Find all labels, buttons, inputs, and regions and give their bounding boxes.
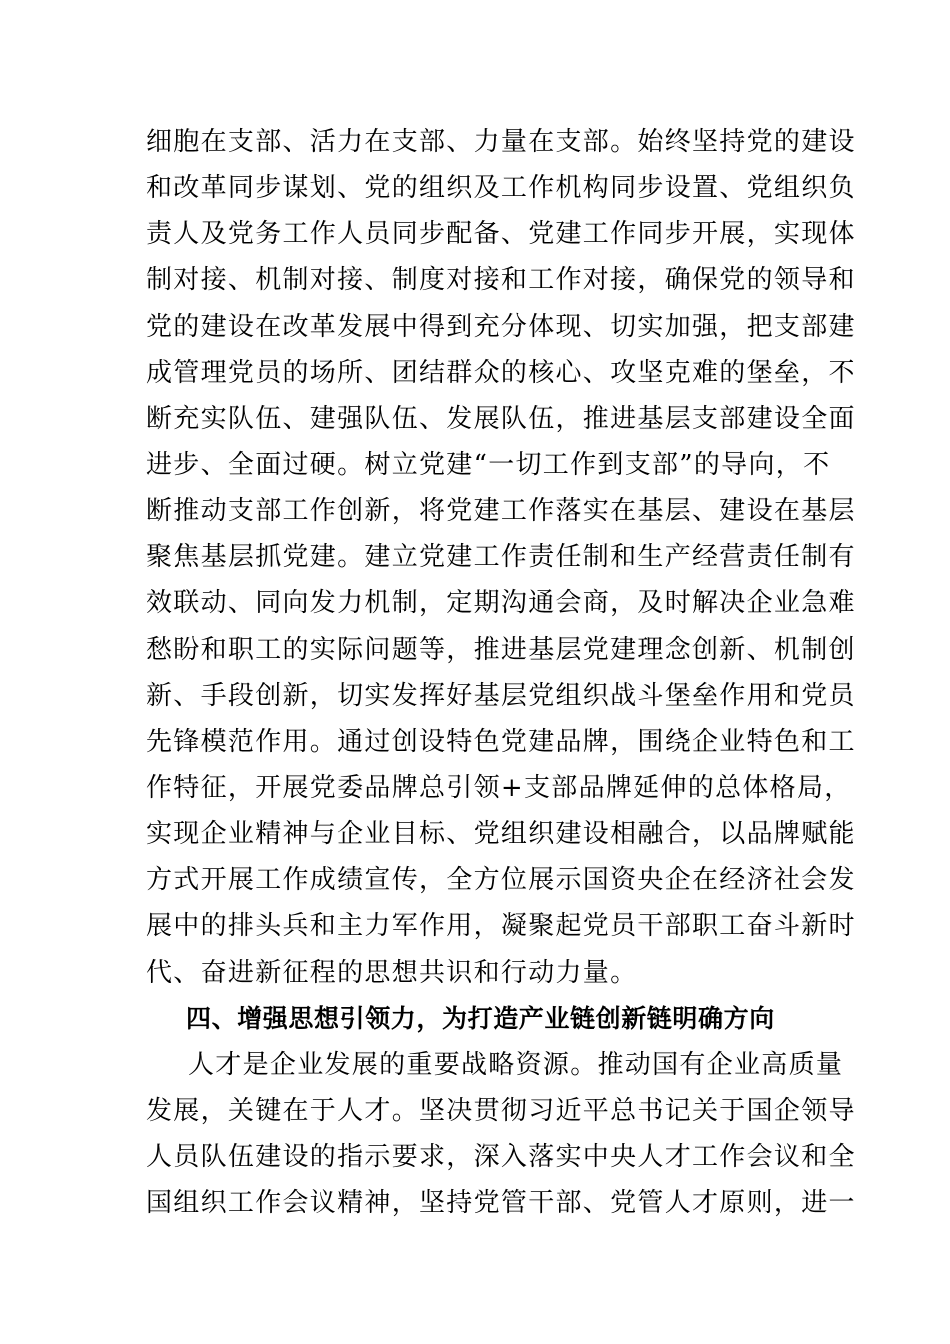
paragraph-1-line: 实现企业精神与企业目标、党组织建设相融合，以品牌赋能 [146,819,856,850]
paragraph-1-line: 效联动、同向发力机制，定期沟通会商，及时解决企业急难 [146,588,856,619]
paragraph-1-line: 愁盼和职工的实际问题等，推进基层党建理念创新、机制创 [146,634,856,665]
paragraph-1-line: 进步、全面过硬。树立党建“一切工作到支部”的导向，不 [146,449,831,480]
paragraph-2-line: 发展，关键在于人才。坚决贯彻习近平总书记关于国企领导 [146,1095,856,1126]
paragraph-1-line: 代、奋进新征程的思想共识和行动力量。 [146,957,638,988]
document-body [146,119,856,1226]
paragraph-1-line: 成管理党员的场所、团结群众的核心、攻坚克难的堡垒，不 [146,357,856,388]
paragraph-1-line: 细胞在支部、活力在支部、力量在支部。始终坚持党的建设 [146,127,856,157]
paragraph-1-line: 聚焦基层抓党建。建立党建工作责任制和生产经营责任制有 [146,542,856,573]
paragraph-1-line: 制对接、机制对接、制度对接和工作对接，确保党的领导和 [146,265,856,296]
paragraph-1-line: 党的建设在改革发展中得到充分体现、切实加强，把支部建 [146,311,856,342]
paragraph-2-line: 人才是企业发展的重要战略资源。推动国有企业高质量 [188,1049,844,1080]
paragraph-1-line: 新、手段创新，切实发挥好基层党组织战斗堡垒作用和党员 [146,680,856,711]
paragraph-1-line: 断充实队伍、建强队伍、发展队伍，推进基层支部建设全面 [146,403,856,434]
paragraph-2-line: 国组织工作会议精神，坚持党管干部、党管人才原则，进一 [146,1188,856,1219]
paragraph-1-line: 先锋模范作用。通过创设特色党建品牌，围绕企业特色和工 [146,726,856,757]
paragraph-1-line: 方式开展工作成绩宣传，全方位展示国资央企在经济社会发 [146,865,856,896]
paragraph-1-line: 断推动支部工作创新，将党建工作落实在基层、建设在基层 [146,496,856,527]
paragraph-1-line: 责人及党务工作人员同步配备、党建工作同步开展，实现体 [146,219,856,250]
section-heading: 四、增强思想引领力，为打造产业链创新链明确方向 [186,1003,775,1033]
paragraph-1-line: 和改革同步谋划、党的组织及工作机构同步设置、党组织负 [146,173,856,204]
paragraph-2-line: 人员队伍建设的指示要求，深入落实中央人才工作会议和全 [146,1142,856,1173]
paragraph-1-line: 展中的排头兵和主力军作用，凝聚起党员干部职工奋斗新时 [146,911,856,942]
paragraph-1-line: 作特征，开展党委品牌总引领+支部品牌延伸的总体格局， [146,772,852,803]
